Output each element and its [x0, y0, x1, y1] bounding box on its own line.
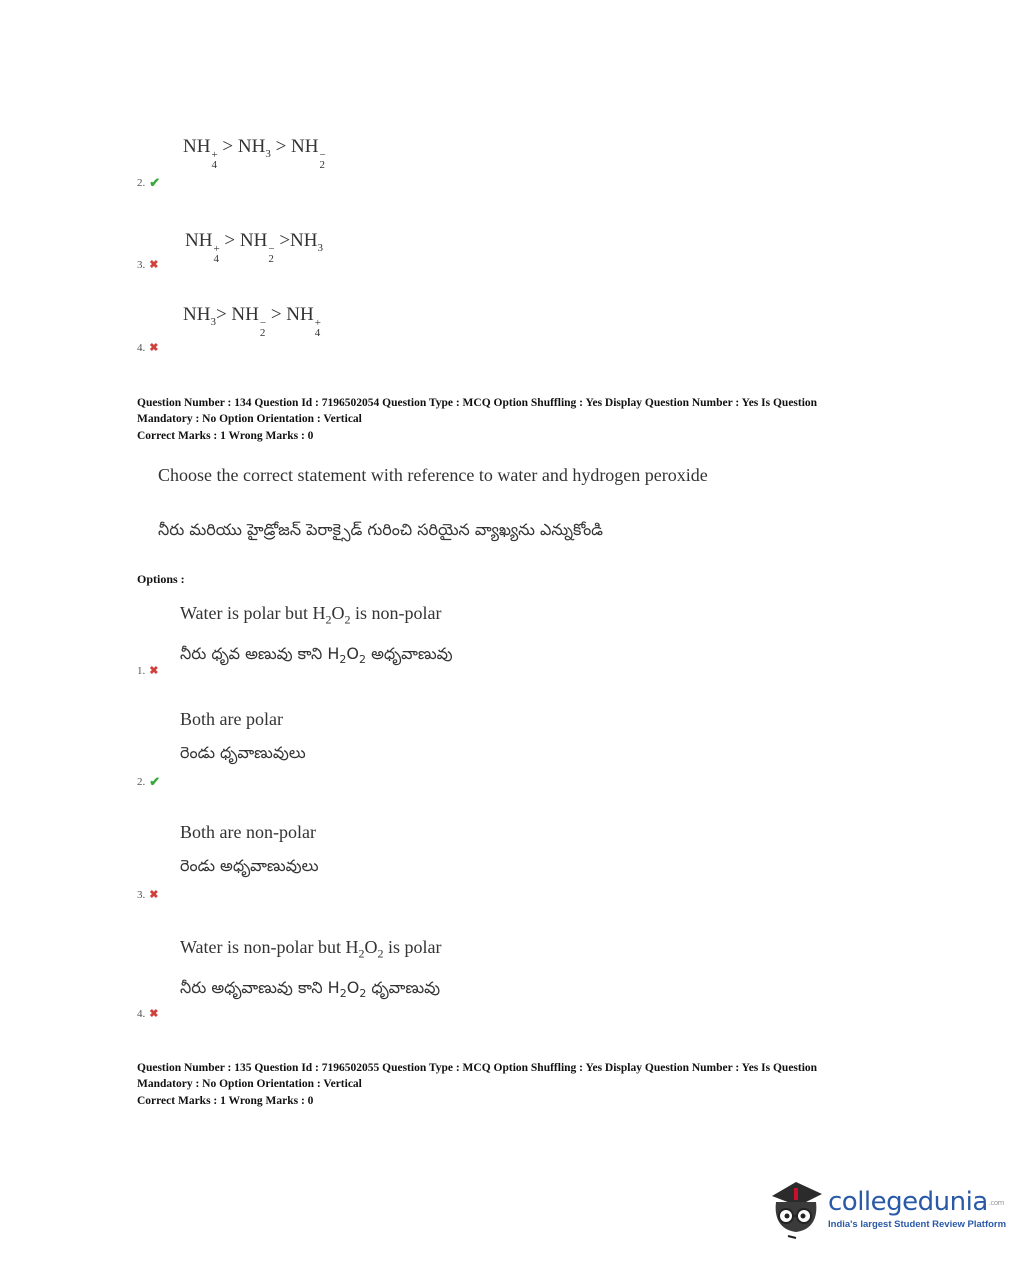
- option-number: 1. ✖: [137, 664, 159, 677]
- option-number: 2. ✔: [137, 774, 161, 789]
- option-3-text: [180, 816, 319, 882]
- meta-line: Correct Marks : 1 Wrong Marks : 0: [137, 1095, 314, 1107]
- meta-line: Correct Marks : 1 Wrong Marks : 0: [137, 430, 314, 442]
- question-meta: [137, 1061, 897, 1110]
- option-english: Both are polar: [180, 709, 283, 729]
- option-4-text: [180, 931, 442, 1010]
- brand-tagline: India's largest Student Review Platform: [828, 1218, 1007, 1230]
- meta-line: Question Number : 135 Question Id : 7196502055 Question Type : MCQ Option Shuffling : Yes Display Question Number : Yes Is Question: [137, 1062, 818, 1074]
- option-number: 3. ✖: [137, 258, 159, 271]
- option-english: Water is non-polar but $H_2O_2$ is polar: [180, 937, 442, 961]
- logo-text: [828, 1188, 1006, 1230]
- option-telugu: నీరు ధృవ అణువు కాని $H_2O_2$ అధృవాణువు: [180, 643, 453, 666]
- correct-check-icon: ✔: [149, 175, 161, 190]
- question-text-english: Choose the correct statement with reference to water and hydrogen peroxide: [158, 465, 708, 485]
- option-number: 2. ✔: [137, 175, 161, 190]
- options-label: Options :: [137, 572, 185, 586]
- collegedunia-logo: [766, 1178, 1006, 1240]
- option-formula: NH + 4 > NH − 2 $>NH_3$: [185, 230, 323, 265]
- meta-line: Mandatory : No Option Orientation : Vertical: [137, 412, 362, 425]
- option-number: 4. ✖: [137, 1007, 159, 1020]
- correct-check-icon: ✔: [149, 774, 161, 789]
- option-formula: NH + 4 > $NH_3$ > NH − 2: [183, 136, 326, 171]
- brand-name: collegedunia.com: [828, 1187, 1004, 1218]
- wrong-cross-icon: ✖: [149, 889, 159, 901]
- mascot-icon: [766, 1178, 826, 1240]
- meta-line: Question Number : 134 Question Id : 7196502054 Question Type : MCQ Option Shuffling : Yes Display Question Number : Yes Is Question: [137, 397, 818, 409]
- option-number: 3. ✖: [137, 888, 159, 901]
- option-telugu: రెండు ధృవాణువులు: [180, 743, 306, 762]
- option-2-text: [180, 703, 306, 769]
- option-telugu: రెండు అధృవాణువులు: [180, 856, 319, 875]
- question-meta: [137, 396, 897, 445]
- wrong-cross-icon: ✖: [149, 1008, 159, 1020]
- wrong-cross-icon: ✖: [149, 342, 159, 354]
- option-formula: $NH_3>$ NH − 2 > NH + 4: [183, 304, 321, 339]
- option-1-text: [180, 597, 453, 676]
- option-english: Both are non-polar: [180, 822, 316, 842]
- wrong-cross-icon: ✖: [149, 665, 159, 677]
- option-telugu: నీరు అధృవాణువు కాని $H_2O_2$ ధృవాణువు: [180, 977, 441, 1000]
- meta-line: Mandatory : No Option Orientation : Vertical: [137, 1077, 362, 1090]
- wrong-cross-icon: ✖: [149, 259, 159, 271]
- question-text-telugu: నీరు మరియు హైడ్రోజన్ పెరాక్సైడ్ గురించి సరియైన వ్యాఖ్యను ఎన్నుకోండి: [158, 520, 604, 539]
- option-number: 4. ✖: [137, 341, 159, 354]
- option-english: Water is polar but $H_2O_2$ is non-polar: [180, 603, 442, 627]
